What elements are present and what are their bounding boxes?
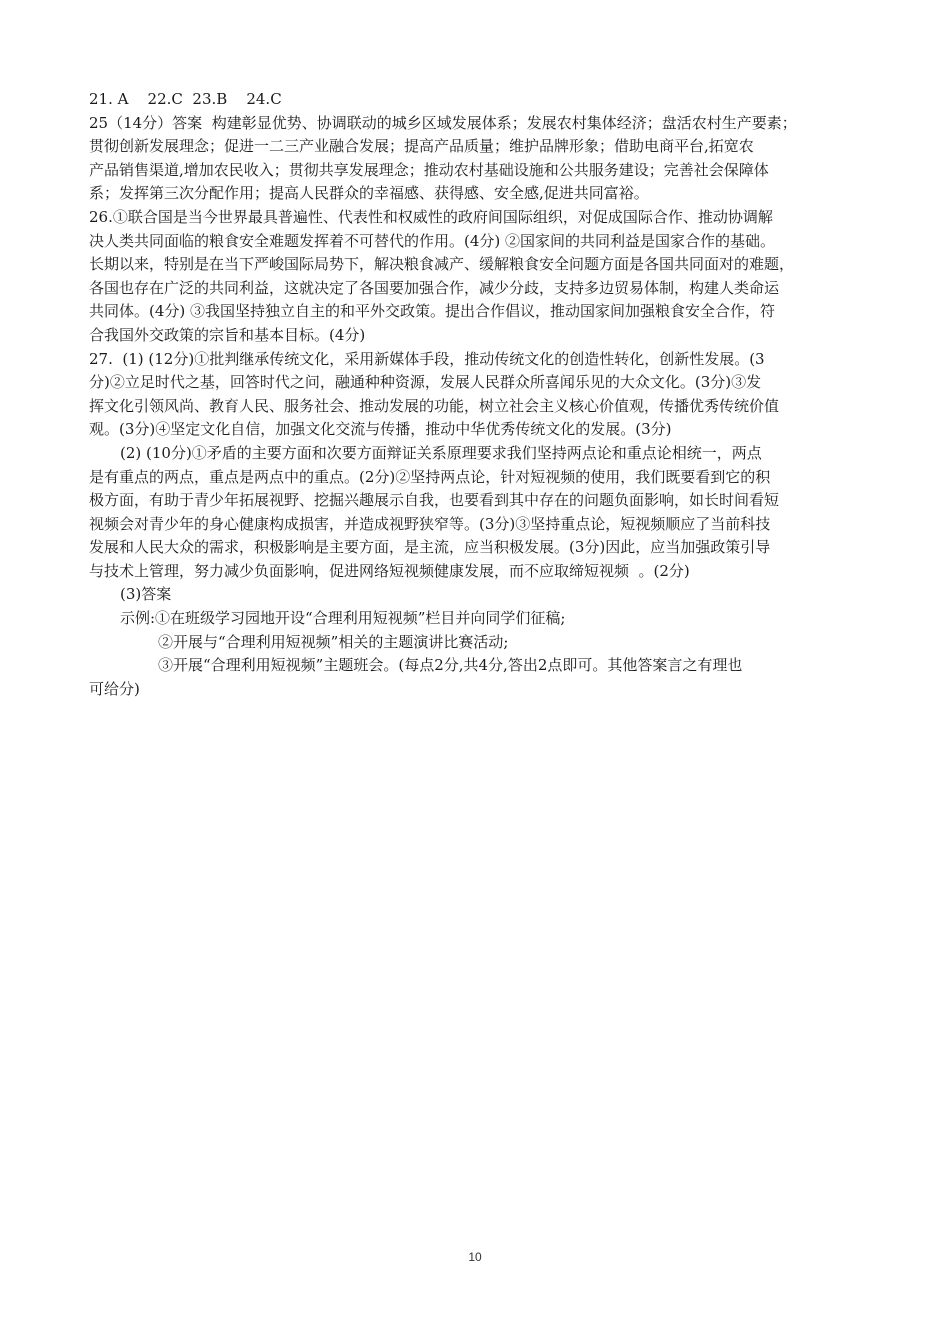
- answer-line-26-d: 各国也存在广泛的共同利益，这就决定了各国要加强合作，减少分歧，支持多边贸易体制，构建人类命运: [89, 278, 780, 297]
- answer-line-26-b: 决人类共同面临的粮食安全难题发挥着不可替代的作用。(4分) ②国家间的共同利益是国家合作的基础。: [89, 231, 776, 250]
- answer-line-27-3-example-1: 示例:①在班级学习园地开设“合理利用短视频”栏目并向同学们征稿;: [120, 609, 566, 628]
- answer-line-27-2-e: 发展和人民大众的需求，积极影响是主要方面，是主流，应当积极发展。(3分)因此，应当加强政策引导: [89, 538, 771, 557]
- answer-line-27-3-tail: 可给分): [89, 679, 140, 698]
- answer-document: [89, 88, 865, 701]
- answer-line-25-c: 产品销售渠道,增加农民收入；贯彻共享发展理念；推动农村基础设施和公共服务建设；完善社会保障体: [89, 160, 769, 179]
- answer-line-27-1-c: 挥文化引领风尚、教育人民、服务社会、推动发展的功能，树立社会主义核心价值观，传播优秀传统价值: [89, 396, 780, 415]
- answer-line-27-2-a: (2) (10分)①矛盾的主要方面和次要方面辩证关系原理要求我们坚持两点论和重点论相统一，两点: [120, 443, 762, 462]
- answer-line-27-2-d: 视频会对青少年的身心健康构成损害，并造成视野狭窄等。(3分)③坚持重点论，短视频顺应了当前科技: [89, 514, 771, 533]
- answer-line-26-e: 共同体。(4分) ③我国坚持独立自主的和平外交政策。提出合作倡议，推动国家间加强粮食安全合作，符: [89, 302, 776, 321]
- answer-line-27-2-b: 是有重点的两点，重点是两点中的重点。(2分)②坚持两点论，针对短视频的使用，我们既要看到它的积: [89, 467, 771, 486]
- answer-line-26-f: 合我国外交政策的宗旨和基本目标。(4分): [89, 325, 366, 344]
- answer-line-27-3-example-2: ②开展与“合理利用短视频”相关的主题演讲比赛活动;: [158, 632, 509, 651]
- answer-line-25-a: 25（14分）答案 构建彰显优势、协调联动的城乡区域发展体系；发展农村集体经济；盘活农村生产要素；: [89, 113, 797, 132]
- answer-line-27-1-b: 分)②立足时代之基，回答时代之问，融通种种资源，发展人民群众所喜闻乐见的大众文化。(3分)③发: [89, 373, 762, 392]
- answer-line-27-1-a: 27. (1) (12分)①批判继承传统文化，采用新媒体手段，推动传统文化的创造性转化，创新性发展。(3: [89, 349, 765, 368]
- page-number: 10: [468, 1250, 482, 1264]
- answer-line-26-a: 26.①联合国是当今世界最具普遍性、代表性和权威性的政府间国际组织，对促成国际合作、推动协调解: [89, 207, 773, 226]
- answer-line-21-24: 21. A 22.C 23.B 24.C: [89, 90, 282, 108]
- answer-line-26-c: 长期以来，特别是在当下严峻国际局势下，解决粮食减产、缓解粮食安全问题方面是各国共同面对的难题，: [89, 255, 795, 274]
- answer-line-27-2-c: 极方面，有助于青少年拓展视野、挖掘兴趣展示自我，也要看到其中存在的问题负面影响，如长时间看短: [89, 491, 780, 510]
- answer-line-25-b: 贯彻创新发展理念；促进一二三产业融合发展；提高产品质量；维护品牌形象；借助电商平台,拓宽农: [89, 137, 754, 156]
- answer-line-27-3-heading: (3)答案: [120, 585, 172, 604]
- answer-line-27-1-d: 观。(3分)④坚定文化自信，加强文化交流与传播，推动中华优秀传统文化的发展。(3分): [89, 420, 672, 439]
- answer-line-27-2-f: 与技术上管理，努力减少负面影响，促进网络短视频健康发展，而不应取缔短视频 。(2分): [89, 561, 690, 580]
- answer-line-27-3-example-3: ③开展“合理利用短视频”主题班会。(每点2分,共4分,答出2点即可。其他答案言之有理也: [158, 656, 743, 675]
- answer-line-25-d: 系；发挥第三次分配作用；提高人民群众的幸福感、获得感、安全感,促进共同富裕。: [89, 184, 649, 203]
